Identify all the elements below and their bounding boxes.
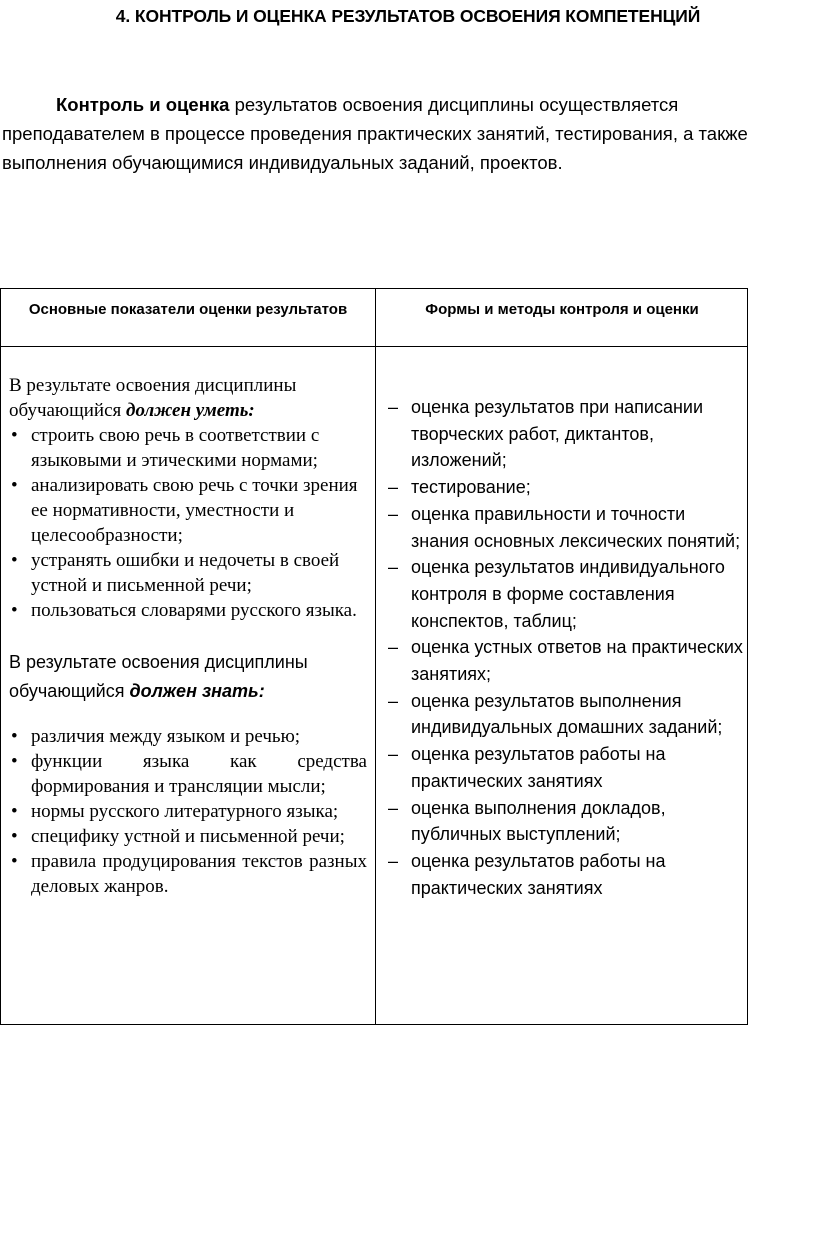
dash-icon: – (388, 477, 399, 498)
assessment-table (0, 288, 748, 1025)
list-item: – тестирование; (384, 474, 744, 501)
header-methods: Формы и методы контроля и оценки (425, 301, 699, 318)
list-item: – оценка выполнения докладов, публичных выступлений; (384, 795, 744, 848)
list-item: • устранять ошибки и недочеты в своей устной и письменной речи; (11, 550, 340, 596)
list-item: • строить свою речь в соответствии с языковыми и этическими нормами; (11, 425, 320, 471)
bullet-icon: • (11, 826, 18, 847)
header-divider (1, 346, 747, 347)
bullet-icon: • (11, 550, 18, 571)
list-item: – оценка результатов выполнения индивидуальных домашних заданий; (384, 688, 744, 741)
skills-intro: В результате освоения дисциплины обучающийся должен уметь: (9, 375, 297, 421)
list-item: • анализировать свою речь с точки зрения ее нормативности, уместности и целесообразности; (11, 475, 358, 546)
bullet-icon: • (11, 475, 18, 496)
list-item: – оценка результатов при написании творческих работ, диктантов, изложений; (384, 394, 744, 474)
list-item: – оценка результатов индивидуального контроля в форме составления конспектов, таблиц; (384, 554, 744, 634)
list-item: • функции языка как средства формирования и трансляции мысли; (11, 751, 367, 797)
bullet-icon: • (11, 851, 18, 872)
indicators-cell (9, 373, 367, 899)
list-item: • нормы русского литературного языка; (11, 801, 339, 822)
bullet-icon: • (11, 801, 18, 822)
dash-icon: – (388, 850, 399, 871)
dash-icon: – (388, 690, 399, 711)
intro-text: результатов освоения дисциплины осуществляется преподавателем в процессе проведения практических занятий, тестирования, а также выполнения обучающимися индивидуальных заданий, проектов. (2, 94, 748, 173)
methods-list (384, 394, 744, 901)
skills-list (9, 423, 367, 623)
dash-icon: – (388, 397, 399, 417)
list-item: • различия между языком и речью; (11, 726, 301, 747)
intro-lead: Контроль и оценка (56, 94, 230, 115)
header-indicators: Основные показатели оценки результатов (28, 301, 348, 318)
dash-icon: – (388, 797, 399, 818)
list-item: – оценка результатов работы на практических занятиях (384, 848, 744, 901)
dash-icon: – (388, 557, 399, 578)
list-item: – оценка правильности и точности знания основных лексических понятий; (384, 501, 744, 554)
bullet-icon: • (11, 425, 18, 446)
list-item: • пользоваться словарями русского языка. (11, 600, 357, 621)
bullet-icon: • (11, 751, 18, 772)
list-item: – оценка результатов работы на практических занятиях (384, 741, 744, 794)
dash-icon: – (388, 744, 399, 765)
bullet-icon: • (11, 600, 18, 621)
list-item: – оценка устных ответов на практических занятиях; (384, 634, 744, 687)
knowledge-intro-emphasis: должен знать: (129, 681, 265, 701)
column-divider (375, 289, 376, 1024)
knowledge-list (9, 724, 367, 899)
skills-intro-emphasis: должен уметь: (126, 400, 255, 421)
list-item: • правила продуцирования текстов разных деловых жанров. (11, 851, 367, 897)
methods-cell (384, 394, 744, 901)
dash-icon: – (388, 503, 399, 524)
section-title: 4. КОНТРОЛЬ И ОЦЕНКА РЕЗУЛЬТАТОВ ОСВОЕНИЯ КОМПЕТЕНЦИЙ (115, 6, 701, 26)
bullet-icon: • (11, 726, 18, 747)
dash-icon: – (388, 637, 399, 658)
list-item: • специфику устной и письменной речи; (11, 826, 345, 847)
intro-paragraph (2, 90, 814, 177)
knowledge-intro: В результате освоения дисциплины обучающийся должен знать: (9, 652, 308, 701)
